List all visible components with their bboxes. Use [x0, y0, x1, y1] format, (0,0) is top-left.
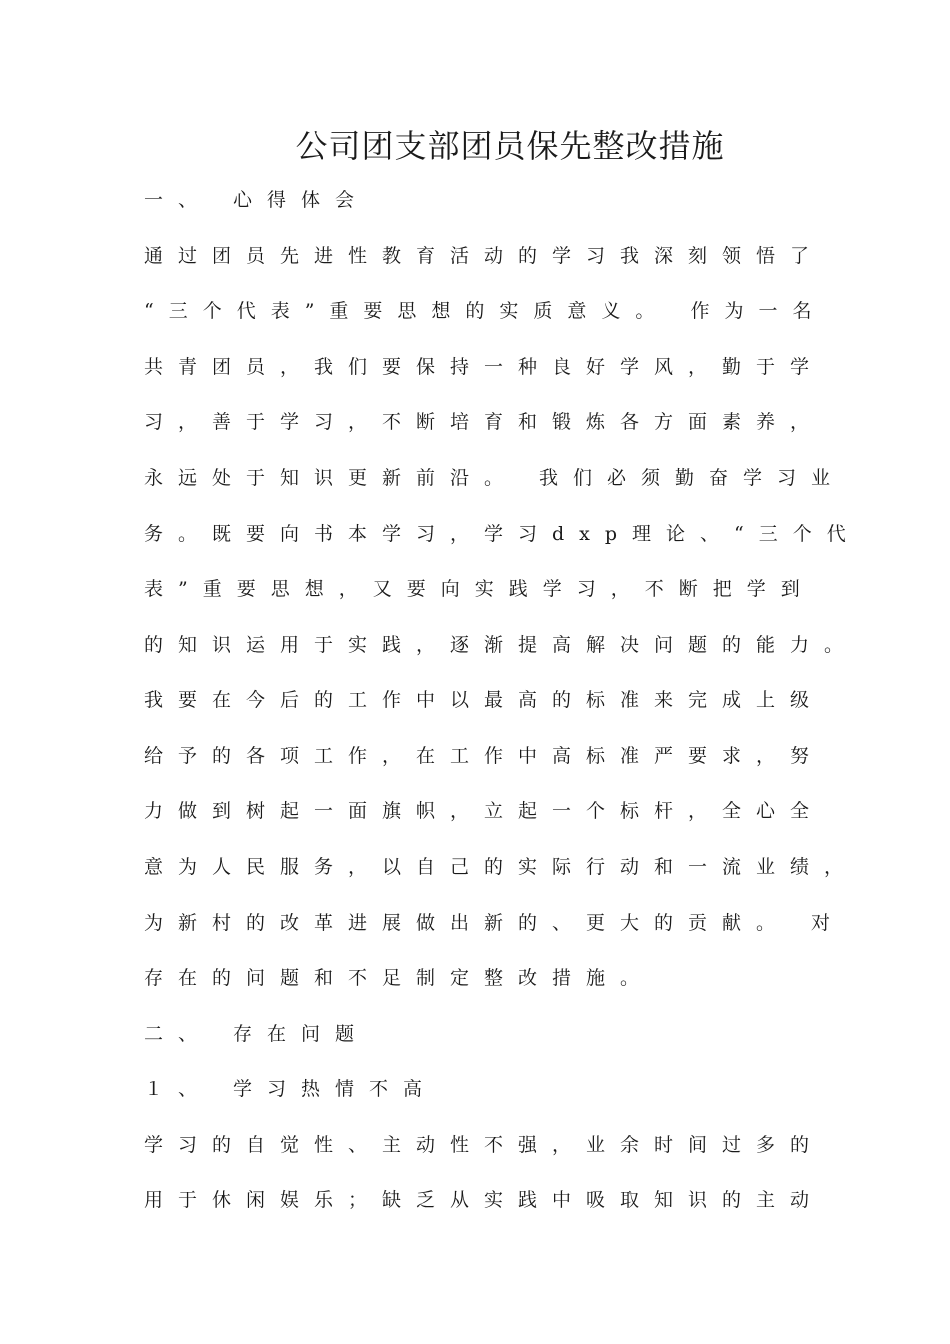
body-line: 意为人民服务，以自己的实际行动和一流业绩，: [144, 856, 859, 878]
body-line: 学习的自觉性、主动性不强，业余时间过多的: [144, 1134, 825, 1156]
body-line: 表”重要思想，又要向实践学习，不断把学到: [144, 578, 815, 600]
document-title: 公司团支部团员保先整改措施: [295, 127, 725, 165]
body-line: 习，善于学习，不断培育和锻炼各方面素养，: [144, 411, 825, 433]
body-line: 的知识运用于实践，逐渐提高解决问题的能力。: [144, 634, 859, 656]
subsection-heading: １、 学习热情不高: [144, 1078, 438, 1100]
body-line: 给予的各项工作，在工作中高标准严要求，努: [144, 745, 825, 767]
body-line: 存在的问题和不足制定整改措施。: [144, 967, 655, 989]
body-line: 通过团员先进性教育活动的学习我深刻领悟了: [144, 245, 825, 267]
body-line: 为新村的改革进展做出新的、更大的贡献。 对: [144, 912, 846, 934]
body-line: 我要在今后的工作中以最高的标准来完成上级: [144, 689, 825, 711]
body-line: 力做到树起一面旗帜，立起一个标杆，全心全: [144, 800, 825, 822]
body-line: “三个代表”重要思想的实质意义。 作为一名: [144, 300, 827, 322]
body-line: 共青团员，我们要保持一种良好学风，勤于学: [144, 356, 825, 378]
body-line: 永远处于知识更新前沿。 我们必须勤奋学习业: [144, 467, 846, 489]
section-heading: 一、 心得体会: [144, 189, 370, 211]
body-line: 务。既要向书本学习，学习dxp理论、“三个代: [144, 523, 861, 545]
section-heading: 二、 存在问题: [144, 1023, 370, 1045]
body-line: 用于休闲娱乐；缺乏从实践中吸取知识的主动: [144, 1189, 825, 1211]
